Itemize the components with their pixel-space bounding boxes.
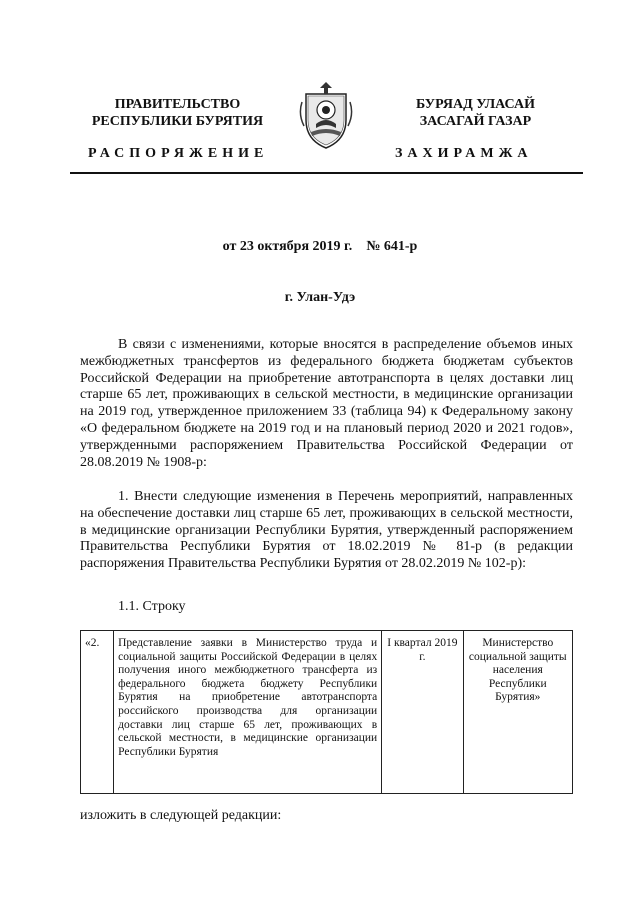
header-left-line1: ПРАВИТЕЛЬСТВО: [114, 97, 241, 112]
row-number: «2.: [81, 631, 114, 794]
coat-of-arms-of-buryatia-icon: [298, 80, 354, 150]
date-line: [0, 239, 640, 255]
order-date: от 23 октября 2019 г.: [222, 239, 353, 254]
row-description: Представление заявки в Министерство труда и социальной защиты Российской Федерации в целях получения иного межбюджетного трансферта из федерального бюджета бюджету Республики Бурятия на приобретение автотранспорта российского производства для организации доставки лиц старше 65 лет, проживающих в сельской местности, в медицинские организации Республики Бурятия: [114, 631, 382, 794]
order-type-ru: РАСПОРЯЖЕНИЕ: [88, 146, 269, 161]
table-row: [81, 631, 573, 794]
item-1-paragraph: 1. Внести следующие изменения в Перечень мероприятий, направленных на обеспечение доставки лиц старше 65 лет, проживающих в сельской местности, в медицинские организации Республики Бурятия, утвержденный распоряжением Правительства Республики Бурятия от 18.02.2019 № 81-р (в редакции распоряжения Правительства Республики Бурятия от 28.02.2019 № 102-р):: [80, 489, 573, 572]
header-right: [368, 96, 583, 130]
order-number: № 641-р: [366, 239, 418, 254]
header-rule: [70, 172, 583, 174]
city-name: г. Улан-Удэ: [284, 290, 356, 305]
row-responsible: Министерство социальной защиты населения Республики Бурятия»: [463, 631, 572, 794]
item-1-1-paragraph: 1.1. Строку: [118, 599, 186, 614]
row-period: I квартал 2019 г.: [382, 631, 463, 794]
header-left-line2: РЕСПУБЛИКИ БУРЯТИЯ: [91, 114, 264, 129]
order-type-bua: ЗАХИРАМЖА: [395, 146, 533, 161]
header-right-line1: БУРЯАД УЛАСАЙ: [416, 97, 535, 112]
header-left: [70, 96, 285, 130]
closing-paragraph: изложить в следующей редакции:: [80, 808, 282, 823]
header-right-line2: ЗАСАГАЙ ГАЗАР: [419, 114, 532, 129]
amended-row-table: [80, 630, 573, 794]
intro-paragraph: В связи с изменениями, которые вносятся в распределение объемов иных межбюджетных трансфертов из федерального бюджета бюджетам субъектов Российской Федерации на приобретение автотранспорта в целях доставки лиц старше 65 лет, проживающих в сельской местности, в медицинские организации на 2019 год, утвержденное приложением 33 (таблица 94) к Федеральному закону «О федеральном бюджете на 2019 год и на плановый период 2020 и 2021 годов», утвержденными распоряжением Правительства Российской Федерации от 28.08.2019 № 1908-р:: [80, 337, 573, 470]
